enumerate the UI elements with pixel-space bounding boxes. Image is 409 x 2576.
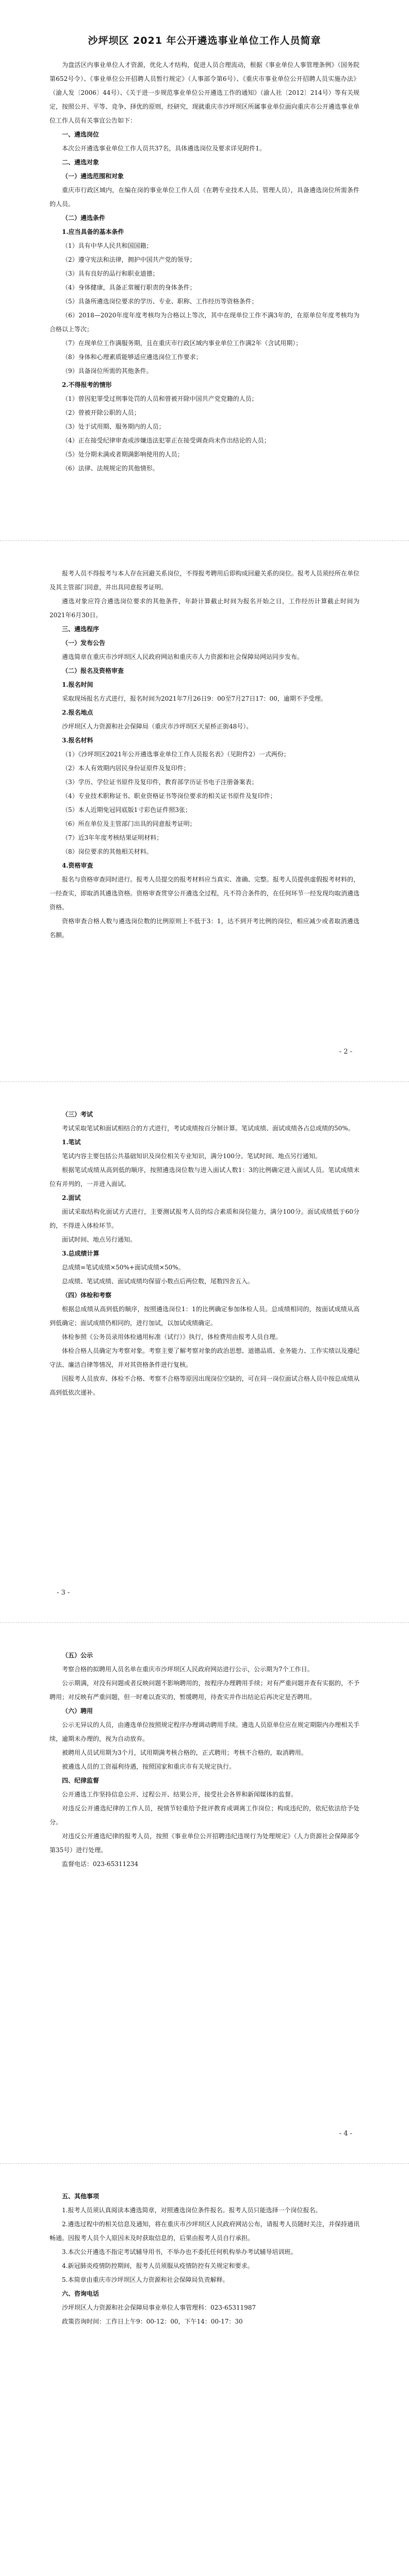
paragraph: 采取现场报名方式进行，报名时间为2021年7月26日9：00至7月27日17：00，逾期不予受理。 — [62, 695, 327, 702]
section-heading: 一、遴选岗位 — [62, 131, 100, 138]
subsection-heading: （二）遴选条件 — [62, 214, 106, 222]
paragraph: 4.新冠肺炎疫情防控期间，报考人员须服从疫情防控有关规定和要求。 — [62, 2262, 254, 2269]
paragraph: （9）具备岗位所需的其他条件。 — [62, 367, 153, 375]
paragraph: 公开遴选工作坚持信息公开、过程公开、结果公开，接受社会各界和新闻媒体的监督。 — [62, 1791, 298, 1798]
paragraph: （4）专业技术职称证书、职业资格证书等岗位要求的相关证书原件及复印件； — [62, 792, 276, 800]
paragraph: 总成绩=笔试成绩×50%+面试成绩×50%。 — [62, 1264, 185, 1271]
paragraph: （7）在现单位工作满服务期，且在重庆市行政区域内事业单位工作满2年（含试用期）； — [62, 340, 302, 347]
paragraph: 因报考人员放弃、体检不合格、考察不合格等原因出现岗位空缺的，可在同一岗位面试合格人员中按总成绩从高到低依次递补。 — [50, 1375, 359, 1396]
paragraph: 面试采取结构化面试方式进行，主要测试报考人员的综合素质和岗位能力，满分100分。面试成绩低于60分的，不得进入体检环节。 — [50, 1208, 359, 1229]
section-heading: 三、遴选程序 — [62, 625, 100, 633]
paragraph: （2）遵守宪法和法律，拥护中国共产党的领导； — [62, 256, 196, 263]
paragraph: 资格审查合格人数与遴选岗位数的比例原则上不低于3：1，达不到开考比例的岗位，相应减少或者取消遴选名额。 — [50, 918, 359, 939]
paragraph: （1）《沙坪坝区2021年公开遴选事业单位工作人员报名表》（见附件2）一式两份； — [62, 751, 290, 758]
page-number: - 2 - — [339, 1048, 352, 1056]
section-heading: 二、遴选对象 — [62, 159, 100, 166]
subsection-heading: 2.报名地点 — [62, 709, 93, 716]
subsection-heading: （一）发布公告 — [62, 639, 106, 647]
paragraph: （6）法律、法规规定的其他情形。 — [62, 465, 159, 472]
subsection-heading: （五）公示 — [62, 1652, 93, 1659]
section-heading: 五、其他事项 — [62, 2193, 100, 2200]
paragraph: （5）处分期未满或者期满影响使用的人员； — [62, 451, 184, 458]
paragraph: （1）曾因犯罪受过刑事处罚的人员和曾被开除中国共产党党籍的人员； — [62, 395, 258, 402]
paragraph: （3）具有良好的品行和职业道德； — [62, 270, 159, 277]
subsection-heading: （一）遴选范围和对象 — [62, 173, 124, 180]
paragraph: （2）本人有效期内居民身份证原件及复印件； — [62, 765, 190, 772]
paragraph: 1.报考人员须认真阅读本遴选简章，对照遴选岗位条件报名。报考人员只能选择一个岗位报名。 — [62, 2207, 322, 2214]
section-heading: 四、纪律监督 — [62, 1777, 100, 1784]
paragraph: 被聘用人员试用期为3个月，试用期满考核合格的，正式聘用；考核不合格的，取消聘用。 — [62, 1749, 307, 1756]
page-4 — [0, 1623, 409, 2164]
section-heading: 六、咨询电话 — [62, 2290, 100, 2297]
page-number: - 3 - — [57, 1589, 70, 1597]
paragraph: （5）具备所遴选岗位要求的学历、专业、职称、工作经历等资格条件； — [62, 298, 258, 305]
paragraph: （3）处于试用期、服务期内的人员； — [62, 423, 165, 430]
paragraph: 监督电话：023-65311234 — [62, 1860, 139, 1868]
paragraph: 公示无异议的人员，由遴选单位按照规定程序办理调动聘用手续。遴选人员原单位应在规定期限内办理相关手续，逾期未办理的，视为自动放弃。 — [50, 1721, 359, 1742]
paragraph: 考试采取笔试和面试相结合的方式进行，考试成绩按百分制计算。笔试成绩、面试成绩各占总成绩的50%。 — [62, 1125, 354, 1132]
subsection-heading: 3.报名材料 — [62, 737, 93, 744]
paragraph: （6）所在单位及主管部门出具的同意报考证明； — [62, 820, 196, 827]
paragraph: 遴选对象应符合遴选岗位要求的其他条件，年龄计算截止时间为报名开始之日，工作经历计算截止时间为2021年6月30日。 — [50, 598, 359, 619]
paragraph: 重庆市行政区域内，在编在岗的事业单位工作人员（在聘专业技术人员、管理人员），具备遴选岗位所需条件的人员。 — [50, 187, 359, 208]
paragraph: 沙坪坝区人力资源和社会保障局事业单位人事管理科：023-65311987 — [62, 2304, 256, 2311]
paragraph: 体检参照《公务员录用体检通用标准（试行）》执行，体检费用由报考人员自理。 — [62, 1333, 282, 1341]
page-2 — [0, 541, 409, 1082]
paragraph: 本次公开遴选事业单位工作人员共37名，具体遴选岗位及要求详见附件1。 — [62, 145, 266, 152]
paragraph: 沙坪坝区人力资源和社会保障局（重庆市沙坪坝区天星桥正街48号）。 — [62, 723, 253, 730]
page-3 — [0, 1082, 409, 1623]
document-title: 沙坪坝区 2021 年公开遴选事业单位工作人员简章 — [88, 35, 321, 46]
subsection-heading: 2.面试 — [62, 1194, 81, 1201]
subsection-heading: 4.资格审查 — [62, 862, 93, 869]
paragraph: 总成绩、笔试成绩、面试成绩均保留小数点后两位数，尾数四舍五入。 — [62, 1278, 254, 1285]
paragraph: （8）身体和心理素质能够适应遴选岗位工作要求； — [62, 353, 202, 361]
paragraph: （2）曾被开除公职的人员； — [62, 409, 140, 416]
paragraph: 被遴选人员的工资福利待遇，按照国家和重庆市有关规定执行。 — [62, 1763, 236, 1770]
paragraph: （5）本人近期免冠同底版1寸彩色证件照3张； — [62, 806, 191, 814]
page-number: - 4 - — [339, 2130, 352, 2138]
paragraph: 对违反公开遴选纪律的报考人员，按照《事业单位公开招聘违纪违规行为处理规定》（人力资源社会保障部令第35号）进行处理。 — [50, 1833, 359, 1854]
paragraph: （7）近3年年度考核结果证明材料； — [62, 834, 163, 841]
paragraph: 对违反公开遴选纪律的工作人员，视情节轻重给予批评教育或调离工作岗位；构成违纪的，依纪依法给予处分。 — [50, 1805, 359, 1826]
page-5 — [0, 2164, 409, 2576]
paragraph: 报名与资格审查同时进行。报考人员提交的报考材料应当真实、准确、完整。报考人员提供虚假报考材料的，一经查实，即取消其遴选资格。资格审查贯穿公开遴选全过程，凡不符合条件的，在任何环节一经发现均取消遴选资格。 — [50, 876, 359, 911]
paragraph: （4）身体健康，具备正常履行职责的身体条件； — [62, 284, 196, 291]
paragraph: 政策咨询时间：工作日上午9：00-12：00，下午14：00-17：30 — [62, 2318, 243, 2325]
paragraph: 根据总成绩从高到低的顺序，按照遴选岗位1：1的比例确定参加体检人员。总成绩相同的，按面试成绩从高到低确定；面试成绩仍相同的，进行加试，以加试成绩确定。 — [50, 1306, 359, 1327]
paragraph: 公示期满，对没有问题或者反映问题不影响聘用的，按程序办理聘用手续；对有严重问题并查有实据的，不予聘用；对反映有严重问题，但一时难以查实的，暂缓聘用，待查实并作出结论后再决定是否聘用。 — [50, 1680, 359, 1701]
subsection-heading: 1.笔试 — [62, 1139, 81, 1146]
subsection-heading: 1.报名时间 — [62, 681, 93, 688]
paragraph: 报考人员不得报考与本人存在回避关系岗位，不得报考聘用后即构成回避关系的岗位。报考人员须经所在单位及其主管部门同意，并出具同意报考证明。 — [50, 570, 359, 591]
paragraph: 3.本次公开遴选不指定考试辅导用书，不举办也不委托任何机构举办考试辅导培训班。 — [62, 2248, 297, 2256]
paragraph: （8）岗位要求的其他相关材料。 — [62, 848, 153, 855]
page-1 — [0, 0, 409, 541]
subsection-heading: 2.不得报考的情形 — [62, 381, 112, 388]
paragraph: 2.遴选过程中的相关信息及通知，将在重庆市沙坪坝区人民政府网站公布，请报考人员随时关注，并保持通讯畅通。因报考人员个人原因未及时获取信息的，后果由报考人员自行承担。 — [50, 2221, 359, 2242]
subsection-heading: 3.总成绩计算 — [62, 1250, 100, 1257]
subsection-heading: （三）考试 — [62, 1111, 93, 1118]
paragraph: 根据笔试成绩从高到低的顺序，按照遴选岗位数与进入面试人数1：3的比例确定进入面试人员。笔试成绩末位有并列的，一并进入面试。 — [50, 1166, 359, 1188]
subsection-heading: 1.应当具备的基本条件 — [62, 228, 124, 235]
paragraph: （4）正在接受纪律审查或涉嫌违法犯罪正在接受调查尚未作出结论的人员； — [62, 437, 270, 444]
paragraph: 为盘活区内事业单位人才资源，优化人才结构，促进人员合理流动，根据《事业单位人事管理条例》（国务院第652号令）、《事业单位公开招聘人员暂行规定》（人事部令第6号）、《重庆市事业单位公开招聘人员实施办法》（渝人发〔2006〕44号）、《关于进一步规范事业单位公开遴选工作的通知》（渝人社〔2012〕214号）等有关规定，按照公开、平等、竞争、择优的原则，经研究，现就重庆市沙坪坝区所属事业单位面向重庆市公开遴选事业单位工作人员有关事宜公告如下： — [50, 61, 359, 124]
paragraph: （1）具有中华人民共和国国籍； — [62, 242, 153, 249]
paragraph: 5.本简章由重庆市沙坪坝区人力资源和社会保障局负责解释。 — [62, 2276, 229, 2283]
paragraph: 考察合格的拟聘用人员名单在重庆市沙坪坝区人民政府网站进行公示，公示期为7个工作日。 — [62, 1666, 314, 1673]
subsection-heading: （六）聘用 — [62, 1707, 93, 1715]
paragraph: 体检合格人员确定为考察对象。考察主要了解考察对象的政治思想、道德品质、业务能力、工作实绩以及遵纪守法、廉洁自律等情况，并对其资格条件进行复核。 — [50, 1347, 359, 1368]
paragraph: （6）2018—2020年度年度考核均为合格以上等次，其中在现单位工作不满3年的，在原单位年度考核均为合格以上等次； — [50, 312, 359, 333]
paragraph: （3）学历、学位证书原件及复印件，教育部学历证书电子注册备案表； — [62, 778, 258, 786]
subsection-heading: （四）体检和考察 — [62, 1292, 112, 1299]
paragraph: 笔试内容主要包括公共基础知识及岗位相关专业知识，满分100分。笔试时间、地点另行通知。 — [62, 1153, 321, 1160]
subsection-heading: （二）报名及资格审查 — [62, 667, 124, 674]
paragraph: 面试时间、地点另行通知。 — [62, 1236, 137, 1243]
paragraph: 遴选简章在重庆市沙坪坝区人民政府网站和重庆市人力资源和社会保障局网站同步发布。 — [62, 653, 304, 660]
